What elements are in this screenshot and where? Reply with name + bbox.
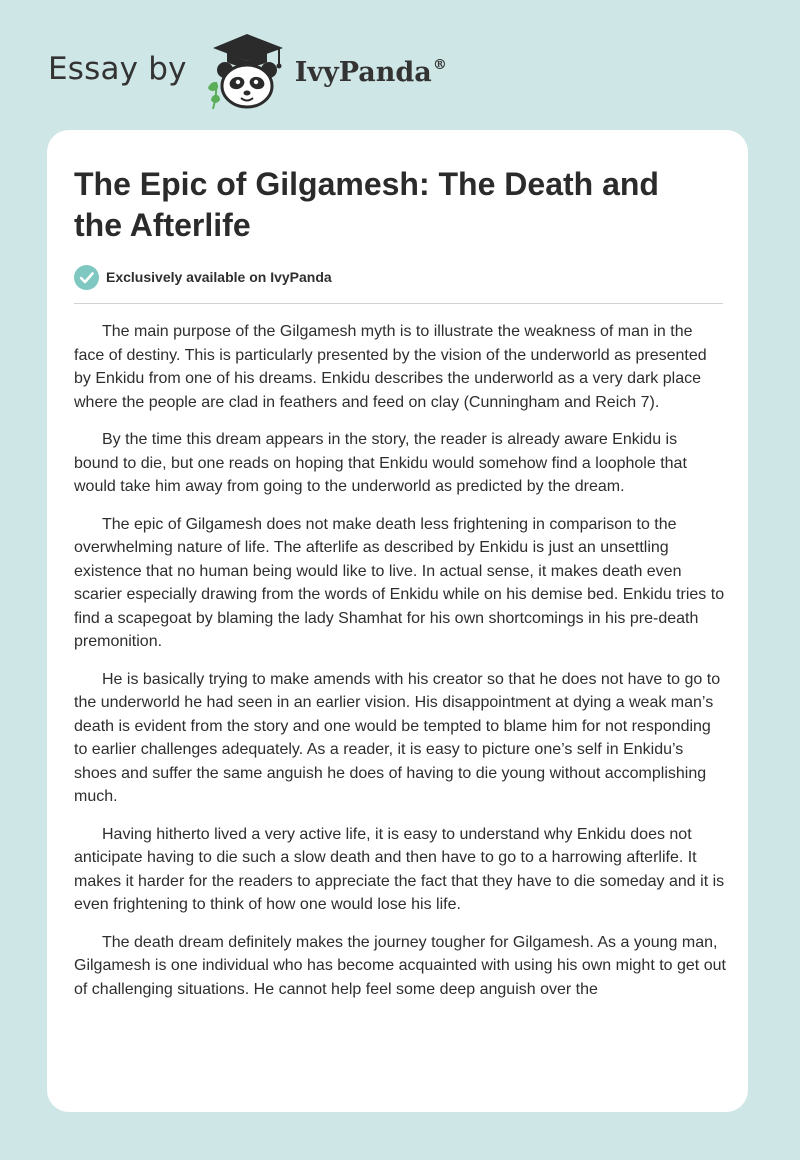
essay-body: [74, 320, 726, 1015]
paragraph: Having hitherto lived a very active life, it is easy to understand why Enkidu does not anticipate having to die such a slow death and then have to go to a harrowing afterlife. It makes it harder for the readers to appreciate the fact that they have to die someday and it is even frightening to think of how one would lose his life.: [74, 825, 725, 913]
essay-by-label: Essay by: [48, 51, 187, 87]
paragraph: By the time this dream appears in the story, the reader is already aware Enkidu is bound to die, but one reads on hoping that Enkidu would somehow find a loophole that would take him away from going to the underworld as predicted by the dream.: [74, 431, 687, 495]
trademark-symbol: ®: [432, 56, 447, 73]
brand-name[interactable]: IvyPanda®: [294, 56, 447, 88]
paragraph: The epic of Gilgamesh does not make death less frightening in comparison to the overwhelming nature of life. The afterlife as described by Enkidu is just an unsettling existence that no human being would like to live. In actual sense, it makes death even scarier especially drawing from the words of Enkidu while on his demise bed. Enkidu tries to find a scapegoat by blaming the lady Shamhat for his own shortcomings in his pre-death premonition.: [74, 515, 725, 650]
panda-logo-icon[interactable]: [201, 30, 293, 110]
paragraph: He is basically trying to make amends with his creator so that he does not have to go to the underworld he had seen in an earlier vision. His disappointment at dying a weak man’s death is evident from the story and one would be tempted to blame him for not responding to earlier challenges adequately. As a reader, it is easy to picture one’s self in Enkidu’s shoes and suffer the same anguish he does of having to die young without accomplishing much.: [74, 670, 721, 805]
check-circle-icon: [74, 265, 99, 290]
essay-title: The Epic of Gilgamesh: The Death and the Afterlife: [74, 166, 659, 243]
paragraph: The main purpose of the Gilgamesh myth is to illustrate the weakness of man in the face of destiny. This is particularly presented by the vision of the underworld as presented by Enkidu from one of his dreams. Enkidu describes the underworld as a very dark place where the people are clad in feathers and feed on clay (Cunningham and Reich 7).: [74, 323, 707, 411]
exclusive-label: Exclusively available on IvyPanda: [106, 269, 332, 285]
divider: [74, 303, 723, 304]
paragraph: The death dream definitely makes the journey tougher for Gilgamesh. As a young man, Gilgamesh is one individual who has become acquainted with using his own might to get out of challenging situations. He cannot help feel some deep anguish over the: [74, 933, 726, 998]
exclusive-badge: [74, 264, 332, 290]
essay-card: [47, 130, 748, 1112]
site-header: [48, 30, 447, 110]
